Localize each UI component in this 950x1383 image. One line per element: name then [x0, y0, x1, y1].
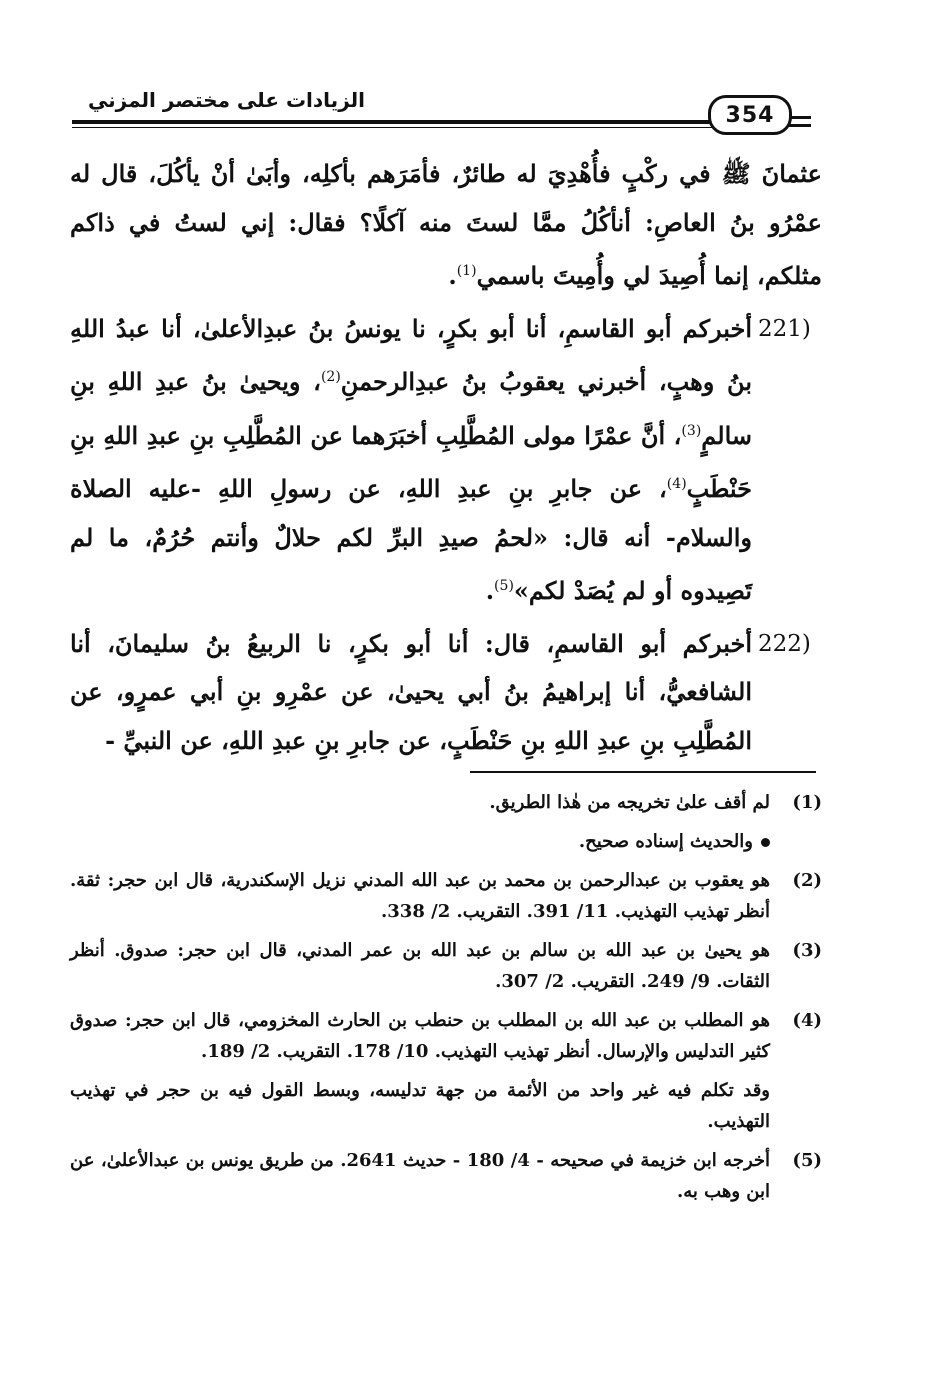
- footnote-number: (5): [792, 1150, 822, 1171]
- footnote-4-extra: [70, 1075, 822, 1137]
- footnote-ref: (2): [320, 369, 341, 385]
- footnote-number: (1): [792, 792, 822, 813]
- footnote-4: [70, 1005, 822, 1067]
- page-header: [0, 0, 950, 140]
- footnote-text: هو المطلب بن عبد الله بن المطلب بن حنطب بن الحارث المخزومي، قال ابن حجر: صدوق كثير التدليس والإرسال. أنظر تهذيب التهذيب. 10/ 178. التقريب. 2/ 189.: [70, 1010, 770, 1062]
- footnote-text: أخرجه ابن خزيمة في صحيحه - 4/ 180 - حديث 2641. من طريق يونس بن عبدالأعلىٰ، عن ابن وهب به.: [70, 1150, 771, 1202]
- footnote-5: [70, 1145, 822, 1207]
- main-text: [70, 150, 822, 769]
- hadith-number: 222): [758, 630, 811, 657]
- hadith-222: [70, 620, 822, 766]
- hadith-text: أخبركم أبو القاسمِ، قال: أنا أبو بكرٍ، نا الربيعُ بنُ سليمانَ، أنا الشافعيُّ، أنا إبراهيمُ بنُ أبي يحيىٰ، عن عمْرِو بنِ أبي عمرٍو، عن المُطَّلِبِ بنِ عبدِ اللهِ بنِ حَنْطَبٍ، عن جابرِ بنِ عبدِ اللهِ، عن النبيِّ -: [70, 628, 752, 755]
- hadith-text: ، ويحيىٰ بنُ عبدِ اللهِ بنِ سالمٍ: [70, 367, 752, 450]
- footnote-text: هو يعقوب بن عبدالرحمن بن محمد بن عبد الله المدني نزيل الإسكندرية، قال ابن حجر: ثقة. أنظر تهذيب التهذيب. 11/ 391. التقريب. 2/ 338.: [70, 870, 770, 922]
- hadith-text: أخبركم أبو القاسمِ، أنا أبو بكرٍ، نا يونسُ بنُ عبدِالأعلىٰ، أنا عبدُ اللهِ بنُ وهبٍ، أخبرني يعقوبُ بنُ عبدِالرحمنِ: [70, 313, 752, 396]
- intro-paragraph: [70, 150, 822, 301]
- footnote-ref: (5): [494, 578, 514, 594]
- footnote-ref: (4): [666, 476, 687, 492]
- hadith-text: .: [485, 576, 495, 605]
- hadith-text: ، عن جابرِ بنِ عبدِ اللهِ، عن رسولِ اللهِ -عليه الصلاة والسلام- أنه قال: «لحمُ صيدِ البرِّ لكم حلالٌ وأنتم حُرُمٌ، ما لم تَصِيدوه أو لم يُصَدْ لكم»: [70, 474, 752, 605]
- footnote-1: [70, 787, 822, 818]
- footnote-number: (2): [792, 870, 822, 891]
- footnote-text: وقد تكلم فيه غير واحد من الأئمة من جهة تدليسه، وبسط القول فيه بن حجر في تهذيب التهذيب.: [70, 1080, 770, 1132]
- hadith-number: 221): [758, 315, 811, 342]
- page-number: 354: [708, 95, 792, 135]
- intro-end: .: [448, 261, 457, 290]
- hadith-221: [70, 305, 822, 616]
- footnote-text: لم أقف علىٰ تخريجه من هٰذا الطريق.: [489, 792, 770, 813]
- footnote-2: [70, 865, 822, 927]
- bullet-icon: [761, 838, 770, 847]
- footnote-text: هو يحيىٰ بن عبد الله بن سالم بن عبد الله بن عمر المدني، قال ابن حجر: صدوق. أنظر الثقات. 9/ 249. التقريب. 2/ 307.: [70, 940, 770, 992]
- hadith-text: ، أنَّ عمْرًا مولى المُطَّلِبِ أخبَرَهما عن المُطَّلِبِ بنِ عبدِ اللهِ بنِ حَنْطَبٍ: [70, 420, 752, 503]
- book-title: الزيادات على مختصر المزني: [87, 88, 365, 112]
- footnote-number: (4): [792, 1010, 822, 1031]
- header-rule-thin: [72, 127, 712, 128]
- footnote-1-extra: [70, 826, 822, 857]
- footnote-text: والحديث إسناده صحيح.: [578, 831, 753, 852]
- footnote-divider: [470, 771, 816, 773]
- intro-text: عثمانَ ﷺ في ركْبٍ فأُهْدِيَ له طائرٌ، فأمَرَهم بأكلِه، وأبَىٰ أنْ يأكُلَ، قال له عمْرُو بنُ العاصِ: أنأكُلُ ممَّا لستَ منه آكلًا؟ فقال: إني لستُ في ذاكم مثلكم، إنما أُصِيدَ لي وأُمِيتَ باسمي: [70, 159, 822, 290]
- footnote-ref: (3): [681, 422, 702, 439]
- footnote-ref: (1): [456, 263, 477, 279]
- header-rule-right: [787, 124, 811, 127]
- header-rule: [72, 120, 712, 124]
- footnotes: [70, 787, 822, 1215]
- footnote-3: [70, 935, 822, 997]
- footnote-number: (3): [792, 940, 822, 961]
